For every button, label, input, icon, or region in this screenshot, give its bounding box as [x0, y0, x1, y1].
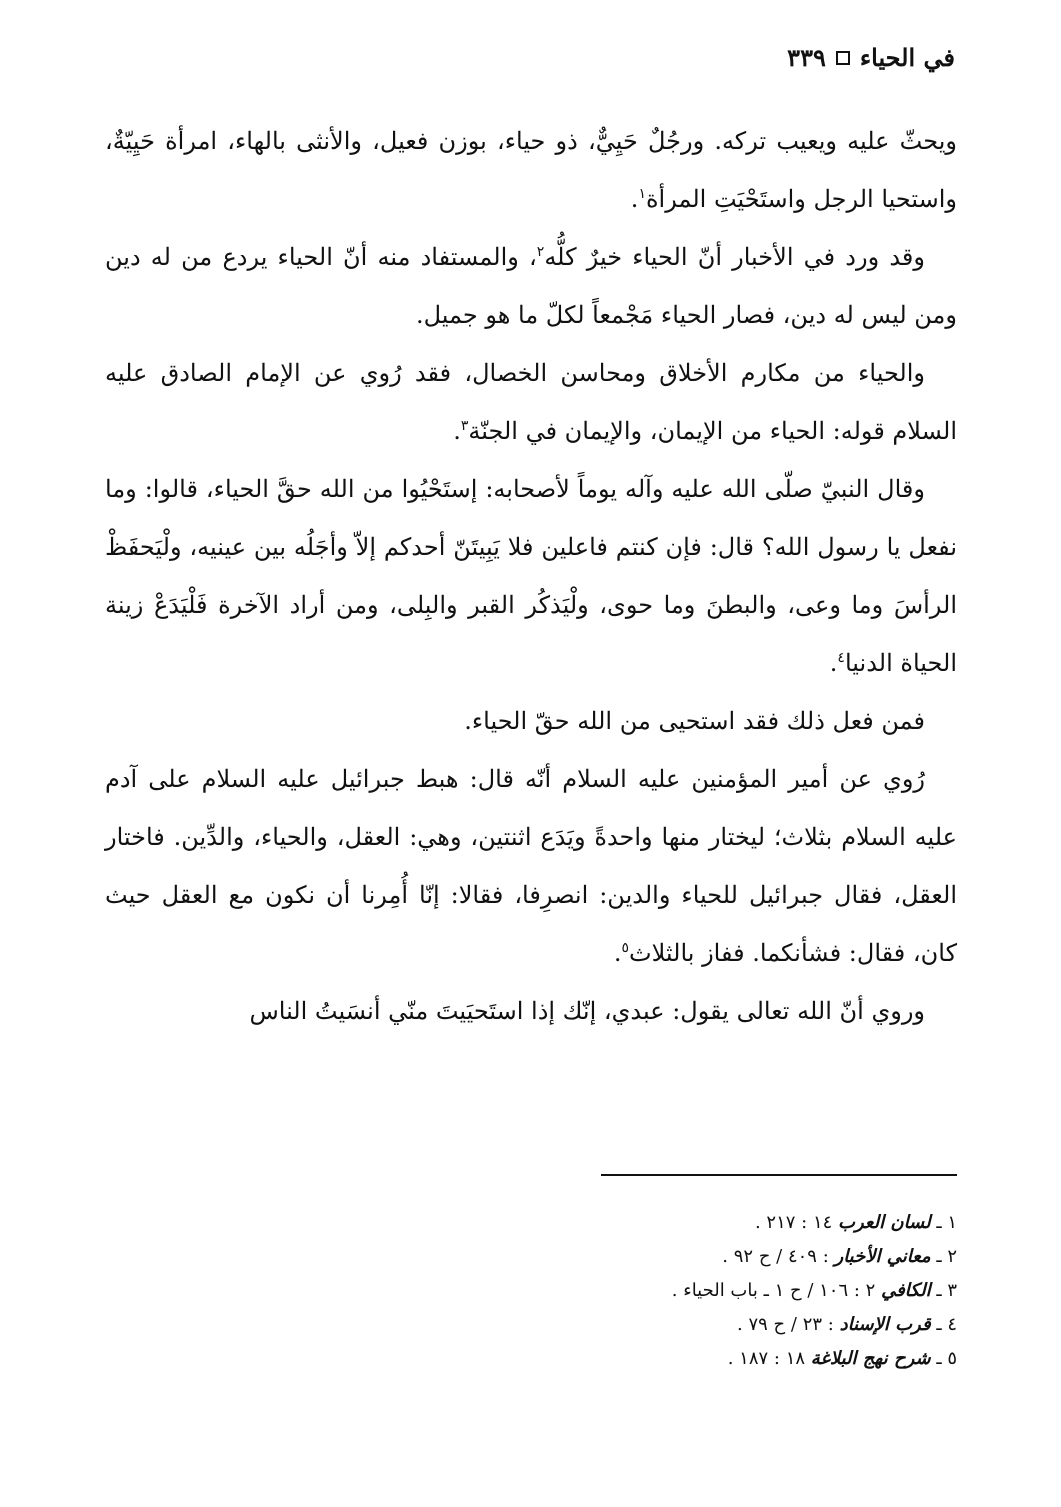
footnote-ref-1: ١: [638, 186, 646, 202]
body-text: [105, 112, 957, 1040]
footnote-divider: [601, 1174, 957, 1176]
running-head-title: في الحياء: [859, 43, 955, 72]
footnote-ref-5: ٥: [621, 940, 629, 956]
paragraph-6: رُوي عن أمير المؤمنين عليه السلام أنّه قال: هبط جبرائيل عليه السلام على آدم عليه السلام بثلاث؛ ليختار منها واحدةً ويَدَع اثنتين، وهي: العقل، والحياء، والدِّين. فاختار العقل، فقال جبرائيل للحياء والدين: انصرِفا، فقالا: إنّا أُمِرنا أن نكون مع العقل حيث كان، فقال: فشأنكما. ففاز بالثلاث$^٥$.: [105, 765, 957, 967]
paragraph-3: والحياء من مكارم الأخلاق ومحاسن الخصال، فقد رُوي عن الإمام الصادق عليه السلام قوله: الحياء من الإيمان، والإيمان في الجنّة$^٣$.: [105, 359, 957, 445]
footnote-3: ٣ ـ الكافي ٢ : ١٠٦ / ح ١ ـ باب الحياء .: [671, 1280, 957, 1301]
paragraph-7: وروي أنّ الله تعالى يقول: عبدي، إنّك إذا استَحيَيتَ منّي أنسَيتُ الناس: [249, 997, 925, 1025]
paragraph-2: وقد ورد في الأخبار أنّ الحياء خيرٌ كلُّه$^٢$، والمستفاد منه أنّ الحياء يردع من له دين ومن ليس له دين، فصار الحياء مَجْمعاً لكلّ ما هو جميل.: [105, 243, 957, 329]
running-head: [787, 40, 955, 76]
footnote-5: ٥ ـ شرح نهج البلاغة ١٨ : ١٨٧ .: [727, 1348, 957, 1369]
footnote-ref-2: ٢: [536, 244, 545, 260]
paragraph-5: فمن فعل ذلك فقد استحيى من الله حقّ الحياء.: [464, 707, 925, 735]
footnote-ref-3: ٣: [460, 418, 469, 434]
paragraph-1: ويحثّ عليه ويعيب تركه. ورجُلٌ حَيِيٌّ، ذو حياء، بوزن فعيل، والأنثى بالهاء، امرأة حَيِيّةٌ، واستحيا الرجل واستَحْيَتِ المرأة$^١$.: [105, 127, 957, 213]
footnote-1: ١ ـ لسان العرب ١٤ : ٢١٧ .: [754, 1212, 957, 1233]
paragraph-4: وقال النبيّ صلّى الله عليه وآله يوماً لأصحابه: إستَحْيُوا من الله حقَّ الحياء، قالوا: وما نفعل يا رسول الله؟ قال: فإن كنتم فاعلين فلا يَبِيتَنّ أحدكم إلاّ وأجَلُه بين عينيه، ولْيَحفَظْ الرأسَ وما وعى، والبطنَ وما حوى، ولْيَذكُر القبر والبِلى، ومن أراد الآخرة فَلْيَدَعْ زينة الحياة الدنيا$^٤$.: [105, 475, 958, 677]
footnotes-list: [317, 1206, 957, 1376]
square-ornament-icon: [836, 51, 850, 65]
footnote-2: ٢ ـ معاني الأخبار : ٤٠٩ / ح ٩٢ .: [722, 1246, 957, 1267]
footnote-ref-4: ٤: [837, 650, 845, 666]
page-number: ٣٣٩: [787, 43, 826, 72]
footnote-4: ٤ ـ قرب الإسناد : ٢٣ / ح ٧٩ .: [737, 1314, 957, 1335]
